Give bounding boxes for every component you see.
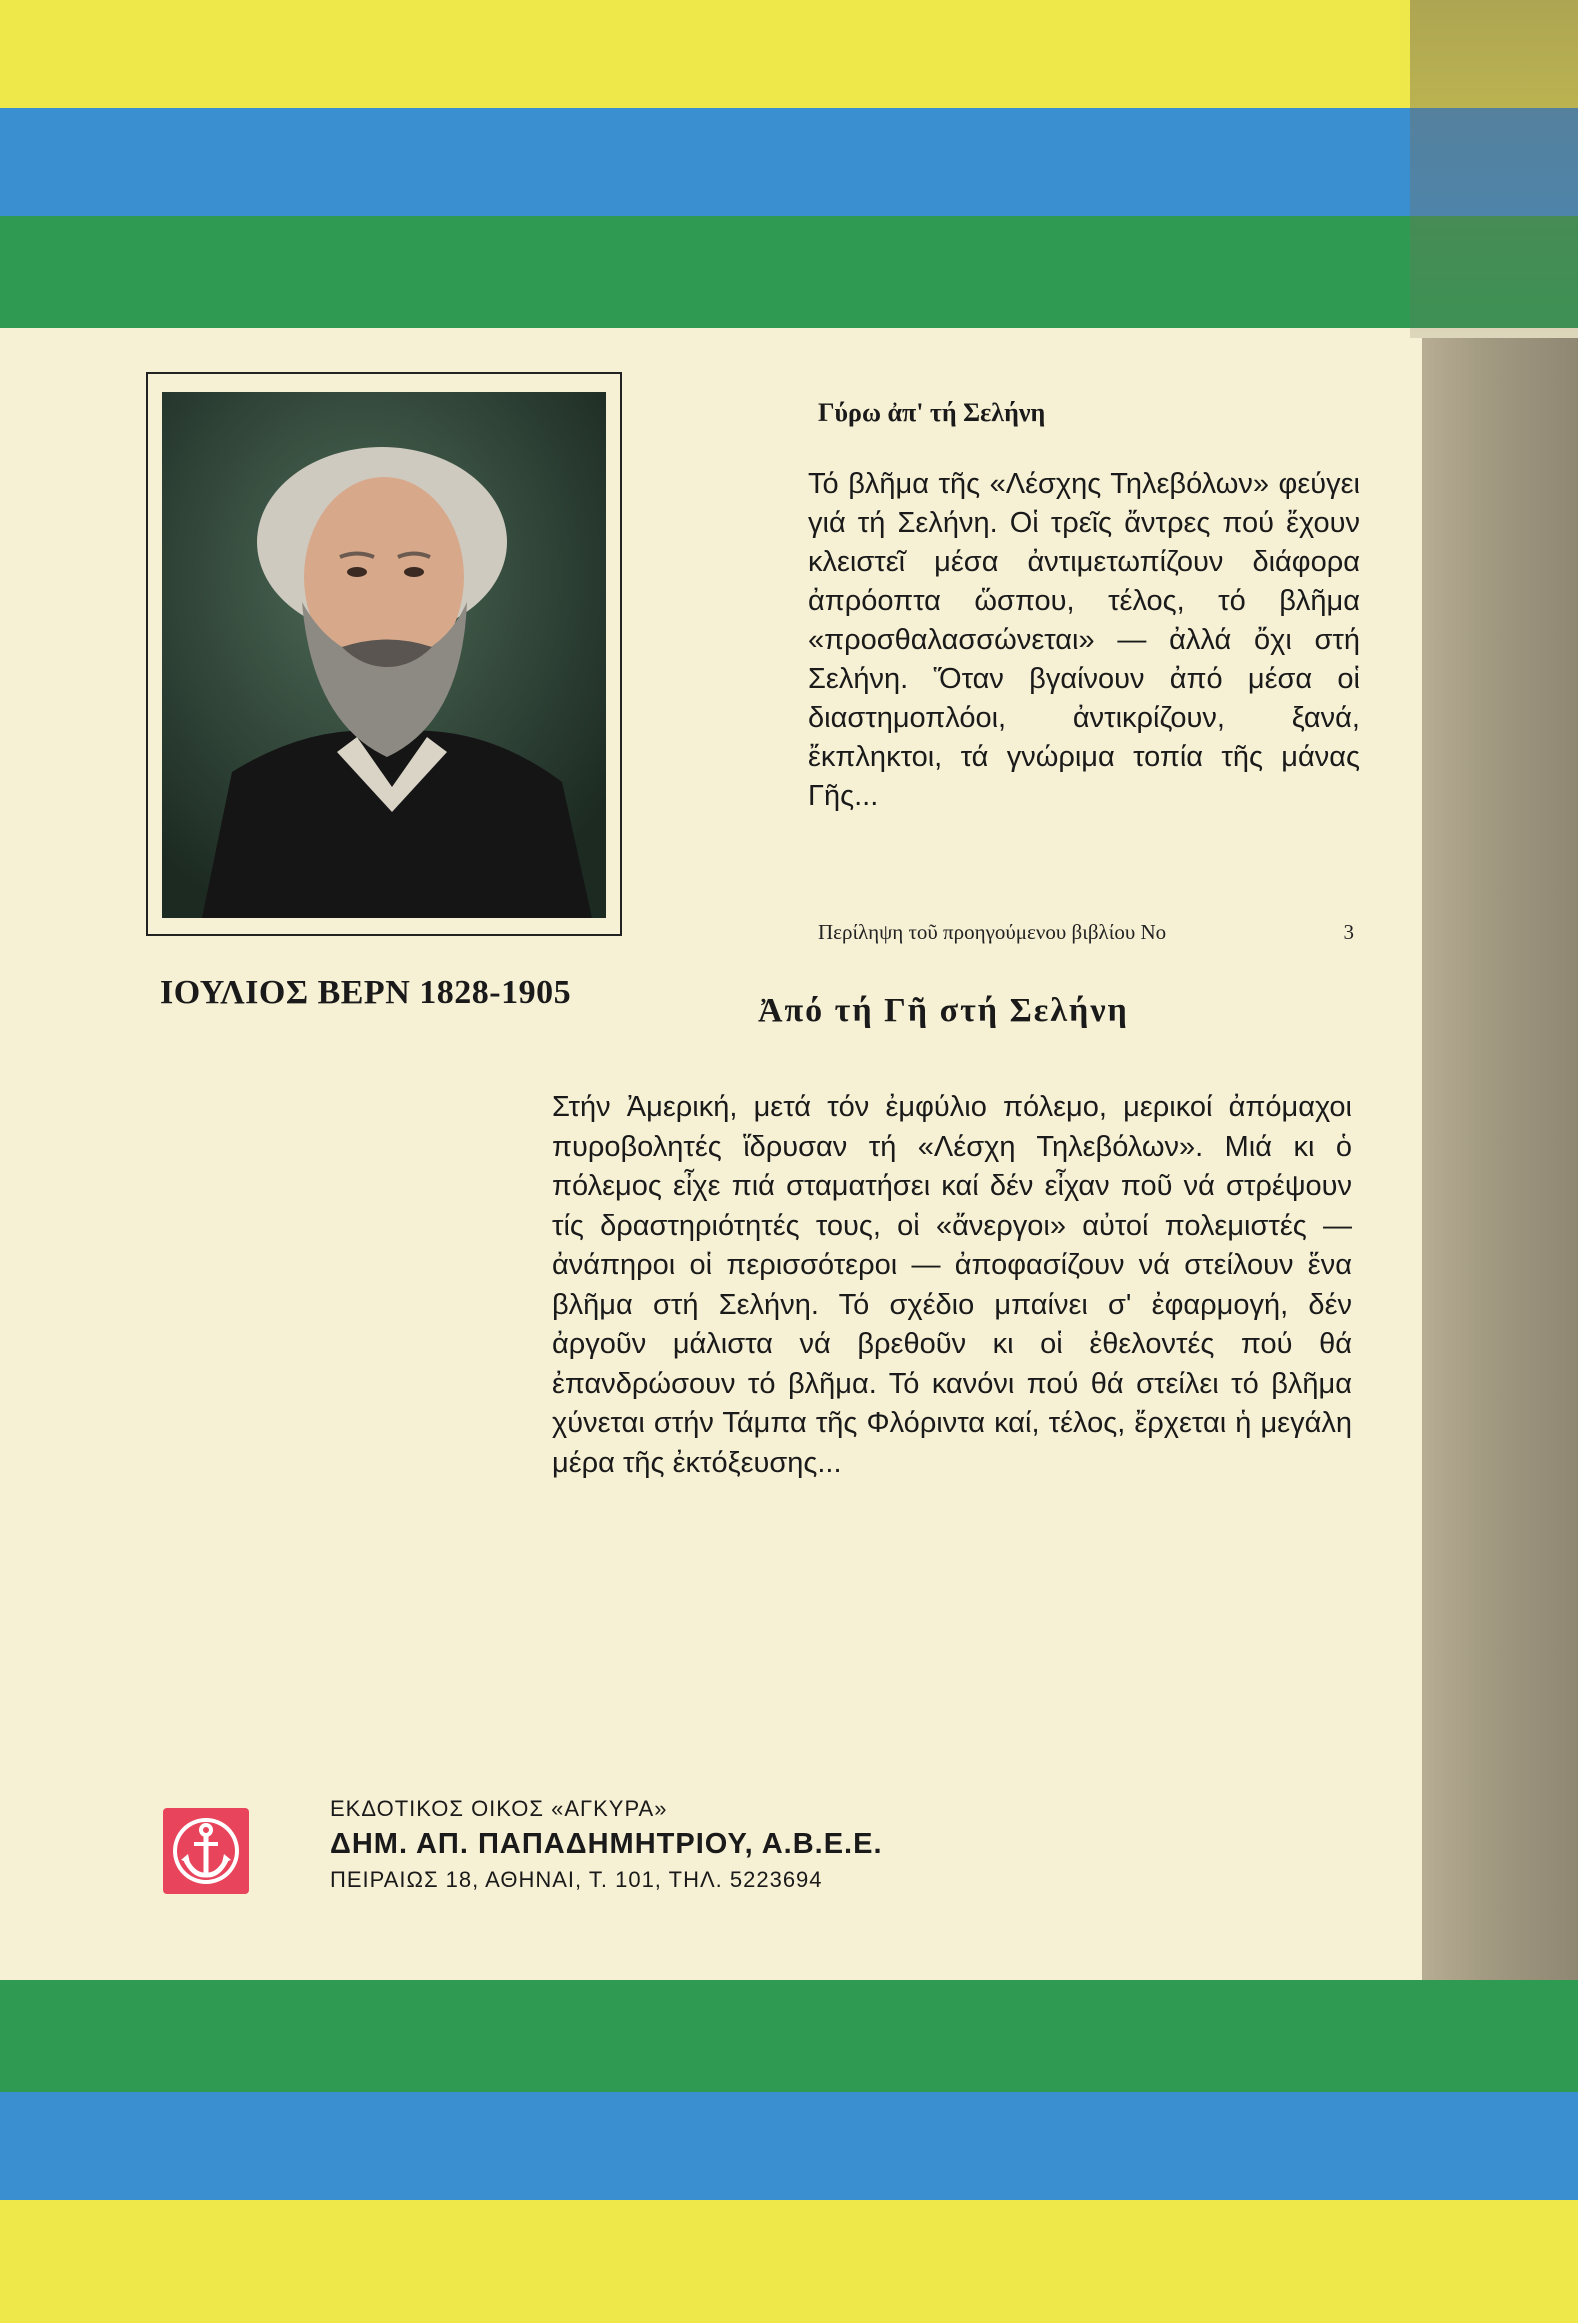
- portrait-illustration: [162, 392, 606, 918]
- author-portrait: [162, 392, 606, 918]
- previous-book-summary: Τό βλῆμα τῆς «Λέσχης Τηλεβόλων» φεύγει γιά τή Σελήνη. Οἱ τρεῖς ἄντρες πού ἔχουν κλειστεῖ μέσα ἀντιμετωπίζουν διάφορα ἀπρόοπτα ὥσπου, τέλος, τό βλῆμα «προσθαλασσώνεται» — ἀλλά ὄχι στή Σελήνη. Ὅταν βγαίνουν ἀπό μέσα οἱ διαστημοπλόοι, ἀντικρίζουν, ξανά, ἔκπληκτοι, τά γνώριμα τοπία τῆς μάνας Γῆς...: [808, 468, 1360, 812]
- publisher-info: [330, 1796, 1130, 1893]
- publisher-name: ΔΗΜ. ΑΠ. ΠΑΠΑΔΗΜΗΤΡΙΟΥ, Α.Β.Ε.Ε.: [330, 1828, 883, 1860]
- publisher-logo: [163, 1808, 249, 1894]
- blue-stripe-bottom: [0, 2092, 1578, 2200]
- spine-shadow: [1410, 0, 1578, 338]
- blue-stripe-top: [0, 108, 1578, 216]
- previous-book-note: [818, 920, 1358, 945]
- previous-book-note-text: Περίληψη τοῦ προηγούμενου βιβλίου Νο: [818, 920, 1167, 944]
- author-caption: ΙΟΥΛΙΟΣ ΒΕΡΝ 1828-1905: [160, 974, 572, 1011]
- publisher-address: ΠΕΙΡΑΙΩΣ 18, ΑΘΗΝΑΙ, Τ. 101, ΤΗΛ. 5223694: [330, 1867, 823, 1892]
- green-stripe-bottom: [0, 1980, 1578, 2092]
- yellow-stripe-top: [0, 0, 1578, 108]
- previous-book-number: 3: [1343, 920, 1354, 944]
- book-title: Ἀπό τή Γῆ στή Σελήνη: [758, 992, 1129, 1029]
- book-summary: Στήν Ἀμερική, μετά τόν ἐμφύλιο πόλεμο, μερικοί ἀπόμαχοι πυροβολητές ἵδρυσαν τή «Λέσχη Τηλεβόλων». Μιά κι ὁ πόλεμος εἶχε πιά σταματήσει καί δέν εἶχαν ποῦ νά στρέψουν τίς δραστηριότητές τους, οἱ «ἄνεργοι» αὐτοί πολεμιστές — ἀνάπηροι οἱ περισσότεροι — ἀποφασίζουν νά στείλουν ἕνα βλῆμα στή Σελήνη. Τό σχέδιο μπαίνει σ' ἐφαρμογή, δέν ἀργοῦν μάλιστα νά βρεθοῦν κι οἱ ἐθελοντές πού θά ἐπανδρώσουν τό βλῆμα. Τό κανόνι πού θά στείλει τό βλῆμα χύνεται στήν Τάμπα τῆς Φλόριντα καί, τέλος, ἔρχεται ἡ μεγάλη μέρα τῆς ἐκτόξευσης...: [552, 1091, 1352, 1479]
- anchor-icon: [163, 1808, 249, 1894]
- yellow-stripe-bottom: [0, 2200, 1578, 2323]
- author-portrait-frame: [146, 372, 622, 936]
- previous-book-title: Γύρω ἀπ' τή Σελήνη: [818, 398, 1046, 427]
- green-stripe-top: [0, 216, 1578, 328]
- publisher-house: ΕΚΔΟΤΙΚΟΣ ΟΙΚΟΣ «ΑΓΚΥΡΑ»: [330, 1796, 668, 1821]
